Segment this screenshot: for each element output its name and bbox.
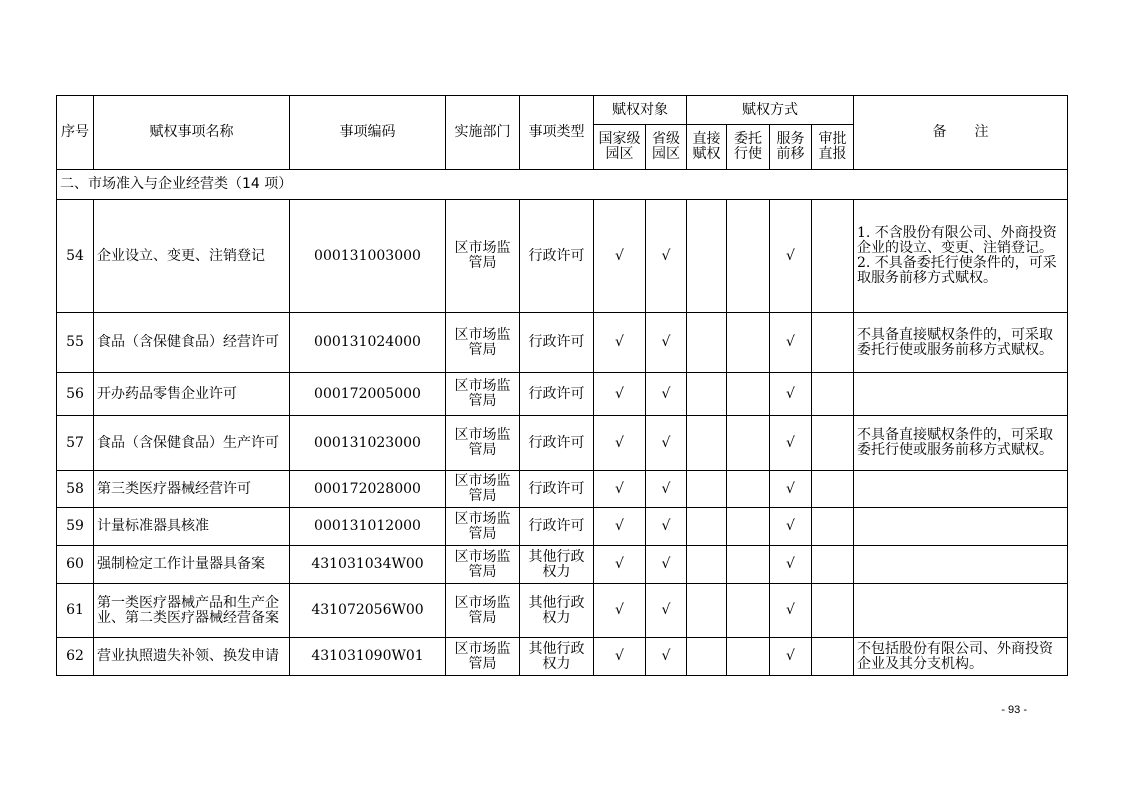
row-method-entrust — [727, 200, 770, 313]
row-dept: 区市场监管局 — [446, 416, 520, 471]
row-method-direct — [687, 546, 727, 584]
row-dept: 区市场监管局 — [446, 638, 520, 676]
row-remark — [854, 508, 1068, 546]
row-method-approve — [812, 313, 854, 373]
row-seq: 54 — [57, 200, 94, 313]
page-number: - 93 - — [1001, 704, 1027, 716]
row-dept: 区市场监管局 — [446, 373, 520, 416]
row-method-service: √ — [770, 416, 812, 471]
header-method-service: 服务前移 — [770, 125, 812, 170]
row-item-type: 行政许可 — [520, 373, 594, 416]
row-target-national: √ — [594, 416, 646, 471]
row-item-type: 其他行政权力 — [520, 584, 594, 638]
row-method-approve — [812, 373, 854, 416]
table-row — [57, 584, 1068, 638]
row-method-direct — [687, 471, 727, 508]
authorization-table — [56, 95, 1068, 676]
row-item-name: 食品（含保健食品）经营许可 — [94, 313, 290, 373]
row-item-name: 食品（含保健食品）生产许可 — [94, 416, 290, 471]
row-target-province: √ — [646, 508, 687, 546]
row-method-entrust — [727, 416, 770, 471]
row-method-direct — [687, 638, 727, 676]
row-item-name: 营业执照遗失补领、换发申请 — [94, 638, 290, 676]
row-method-direct — [687, 313, 727, 373]
row-dept: 区市场监管局 — [446, 508, 520, 546]
row-target-province: √ — [646, 546, 687, 584]
row-method-service: √ — [770, 546, 812, 584]
row-target-national: √ — [594, 313, 646, 373]
row-target-province: √ — [646, 584, 687, 638]
row-dept: 区市场监管局 — [446, 200, 520, 313]
table-row — [57, 416, 1068, 471]
row-method-service: √ — [770, 373, 812, 416]
table-row — [57, 373, 1068, 416]
section-title: 二、市场准入与企业经营类（14 项） — [57, 170, 1068, 200]
row-method-approve — [812, 584, 854, 638]
row-seq: 56 — [57, 373, 94, 416]
row-target-national: √ — [594, 200, 646, 313]
row-method-entrust — [727, 373, 770, 416]
header-seq: 序号 — [57, 96, 94, 170]
row-item-code: 000172005000 — [290, 373, 446, 416]
row-target-national: √ — [594, 638, 646, 676]
row-item-code: 000131012000 — [290, 508, 446, 546]
row-item-code: 000131024000 — [290, 313, 446, 373]
row-method-direct — [687, 416, 727, 471]
row-method-entrust — [727, 471, 770, 508]
row-target-national: √ — [594, 508, 646, 546]
table-row — [57, 546, 1068, 584]
row-item-code: 431072056W00 — [290, 584, 446, 638]
row-item-name: 强制检定工作计量器具备案 — [94, 546, 290, 584]
row-seq: 55 — [57, 313, 94, 373]
row-method-service: √ — [770, 200, 812, 313]
table-row — [57, 638, 1068, 676]
row-target-province: √ — [646, 200, 687, 313]
header-target-province: 省级园区 — [646, 125, 687, 170]
row-dept: 区市场监管局 — [446, 584, 520, 638]
row-target-national: √ — [594, 471, 646, 508]
row-method-entrust — [727, 546, 770, 584]
header-method-entrust: 委托行使 — [727, 125, 770, 170]
row-remark: 不包括股份有限公司、外商投资企业及其分支机构。 — [854, 638, 1068, 676]
row-dept: 区市场监管局 — [446, 546, 520, 584]
row-method-direct — [687, 200, 727, 313]
row-method-direct — [687, 373, 727, 416]
row-item-type: 其他行政权力 — [520, 546, 594, 584]
row-remark: 不具备直接赋权条件的，可采取委托行使或服务前移方式赋权。 — [854, 416, 1068, 471]
row-item-type: 行政许可 — [520, 471, 594, 508]
row-seq: 60 — [57, 546, 94, 584]
header-type: 事项类型 — [520, 96, 594, 170]
row-seq: 58 — [57, 471, 94, 508]
row-target-national: √ — [594, 584, 646, 638]
row-method-approve — [812, 638, 854, 676]
header-method-direct: 直接赋权 — [687, 125, 727, 170]
row-method-entrust — [727, 508, 770, 546]
row-item-name: 第三类医疗器械经营许可 — [94, 471, 290, 508]
row-method-approve — [812, 200, 854, 313]
row-method-entrust — [727, 584, 770, 638]
row-item-type: 行政许可 — [520, 200, 594, 313]
row-method-direct — [687, 508, 727, 546]
table-row — [57, 508, 1068, 546]
row-target-province: √ — [646, 373, 687, 416]
row-item-code: 431031090W01 — [290, 638, 446, 676]
header-name: 赋权事项名称 — [94, 96, 290, 170]
row-item-type: 其他行政权力 — [520, 638, 594, 676]
table-row — [57, 471, 1068, 508]
row-target-province: √ — [646, 471, 687, 508]
row-method-entrust — [727, 313, 770, 373]
row-dept: 区市场监管局 — [446, 313, 520, 373]
row-item-name: 第一类医疗器械产品和生产企业、第二类医疗器械经营备案 — [94, 584, 290, 638]
row-target-province: √ — [646, 313, 687, 373]
row-method-entrust — [727, 638, 770, 676]
row-remark: 不具备直接赋权条件的，可采取委托行使或服务前移方式赋权。 — [854, 313, 1068, 373]
row-item-code: 000172028000 — [290, 471, 446, 508]
header-method: 赋权方式 — [687, 96, 854, 125]
header-method-approve: 审批直报 — [812, 125, 854, 170]
row-item-type: 行政许可 — [520, 508, 594, 546]
row-item-name: 计量标准器具核准 — [94, 508, 290, 546]
row-item-type: 行政许可 — [520, 313, 594, 373]
row-item-code: 000131023000 — [290, 416, 446, 471]
header-target: 赋权对象 — [594, 96, 687, 125]
header-code: 事项编码 — [290, 96, 446, 170]
header-remark: 备 注 — [854, 96, 1068, 170]
table-row — [57, 200, 1068, 313]
row-method-service: √ — [770, 638, 812, 676]
row-remark — [854, 373, 1068, 416]
row-item-code: 431031034W00 — [290, 546, 446, 584]
row-method-direct — [687, 584, 727, 638]
header-target-national: 国家级园区 — [594, 125, 646, 170]
row-remark — [854, 584, 1068, 638]
row-item-name: 企业设立、变更、注销登记 — [94, 200, 290, 313]
row-method-approve — [812, 546, 854, 584]
row-item-name: 开办药品零售企业许可 — [94, 373, 290, 416]
row-seq: 57 — [57, 416, 94, 471]
row-target-province: √ — [646, 416, 687, 471]
row-method-approve — [812, 508, 854, 546]
header-dept: 实施部门 — [446, 96, 520, 170]
row-method-service: √ — [770, 584, 812, 638]
row-seq: 62 — [57, 638, 94, 676]
row-target-province: √ — [646, 638, 687, 676]
row-method-service: √ — [770, 471, 812, 508]
row-method-approve — [812, 416, 854, 471]
table-row — [57, 313, 1068, 373]
row-target-national: √ — [594, 546, 646, 584]
row-target-national: √ — [594, 373, 646, 416]
row-method-service: √ — [770, 313, 812, 373]
row-remark — [854, 471, 1068, 508]
row-seq: 59 — [57, 508, 94, 546]
row-method-approve — [812, 471, 854, 508]
row-seq: 61 — [57, 584, 94, 638]
row-method-service: √ — [770, 508, 812, 546]
row-dept: 区市场监管局 — [446, 471, 520, 508]
row-item-type: 行政许可 — [520, 416, 594, 471]
row-item-code: 000131003000 — [290, 200, 446, 313]
row-remark: 1. 不含股份有限公司、外商投资企业的设立、变更、注销登记。 2. 不具备委托行使条件的，可采取服务前移方式赋权。 — [854, 200, 1068, 313]
row-remark — [854, 546, 1068, 584]
